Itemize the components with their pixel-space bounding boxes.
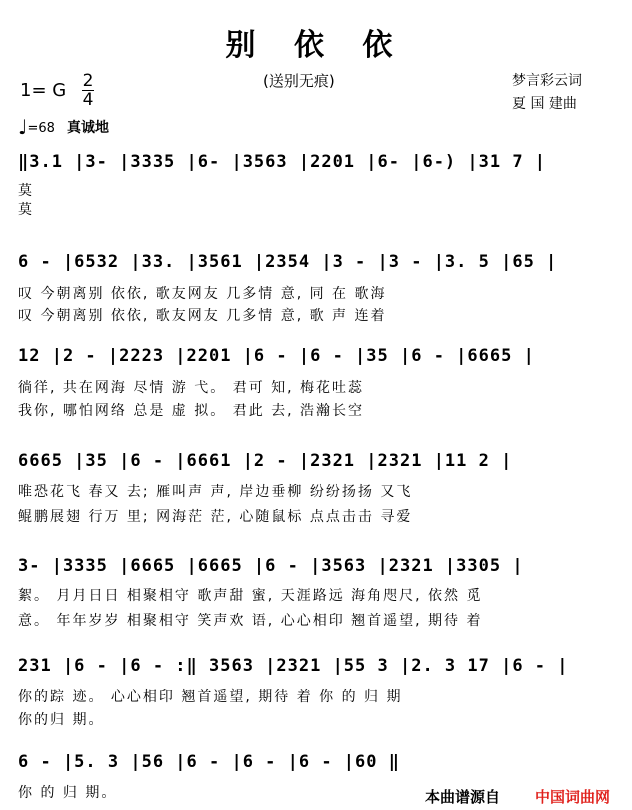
- lyric-line-3a: 徜徉, 共在网海 尽情 游 弋。 君可 知, 梅花吐蕊: [18, 380, 365, 396]
- staff-line-7: 6 - |5. 3 |56 |6 - |6 - |6 - |60 ‖: [18, 752, 400, 772]
- staff-line-2: 6 - |6532 |33. |3561 |2354 |3 - |3 - |3. 5 |65 |: [18, 252, 558, 272]
- composer: 夏 国 建曲: [512, 96, 577, 112]
- time-signature-bottom: 4: [82, 90, 94, 110]
- lyric-line-5a: 絮。 月月日日 相聚相守 歌声甜 蜜, 天涯路远 海角咫尺, 依然 觅: [18, 588, 483, 604]
- lyric-line-6a: 你的踪 迹。 心心相印 翘首遥望, 期待 着 你 的 归 期: [18, 689, 403, 705]
- source-label: 本曲谱源自: [425, 788, 501, 806]
- lyric-line-6b: 你的归 期。: [18, 712, 105, 728]
- subtitle: (送别无痕): [263, 72, 335, 90]
- tempo-marking: [18, 115, 109, 139]
- lyric-line-4b: 鲲鹏展翅 行万 里; 网海茫 茫, 心随鼠标 点点击击 寻爱: [18, 509, 413, 525]
- staff-line-5: 3- |3335 |6665 |6665 |6 - |3563 |2321 |3305 |: [18, 556, 524, 576]
- lyric-line-7a: 你 的 归 期。: [18, 785, 118, 801]
- expression-marking: 真诚地: [67, 120, 110, 136]
- staff-line-4: 6665 |35 |6 - |6661 |2 - |2321 |2321 |11 2 |: [18, 451, 513, 471]
- site-link[interactable]: 中国词曲网: [535, 788, 611, 806]
- lyric-line-5b: 意。 年年岁岁 相聚相守 笑声欢 语, 心心相印 翘首遥望, 期待 着: [18, 613, 483, 629]
- staff-line-6: 231 |6 - |6 - :‖ 3563 |2321 |55 3 |2. 3 17 |6 - |: [18, 656, 569, 676]
- tempo-value: =68: [27, 121, 55, 136]
- credits: [512, 70, 582, 116]
- lyric-line-3b: 我你, 哪怕网络 总是 虚 拟。 君此 去, 浩瀚长空: [18, 403, 365, 419]
- staff-line-3: 12 |2 - |2223 |2201 |6 - |6 - |35 |6 - |6665 |: [18, 346, 535, 366]
- staff-line-1: ‖3.1 |3- |3335 |6- |3563 |2201 |6- |6-) |31 7 |: [18, 152, 547, 172]
- lyric-line-1a: 莫: [18, 183, 34, 199]
- lyric-line-2a: 叹 今朝离别 依依, 歌友网友 几多情 意, 同 在 歌海: [18, 286, 387, 302]
- lyric-line-2b: 叹 今朝离别 依依, 歌友网友 几多情 意, 歌 声 连着: [18, 308, 387, 324]
- time-signature: [82, 72, 94, 109]
- time-signature-top: 2: [82, 71, 94, 91]
- key-signature: 1= G: [20, 80, 67, 101]
- page-title: 别 依 依: [225, 28, 407, 63]
- lyric-line-4a: 唯恐花飞 春又 去; 雁叫声 声, 岸边垂柳 纷纷扬扬 又飞: [18, 484, 413, 500]
- lyricist: 梦言彩云词: [512, 73, 582, 89]
- quarter-note-icon: ♩: [18, 115, 28, 139]
- lyric-line-1b: 莫: [18, 202, 34, 218]
